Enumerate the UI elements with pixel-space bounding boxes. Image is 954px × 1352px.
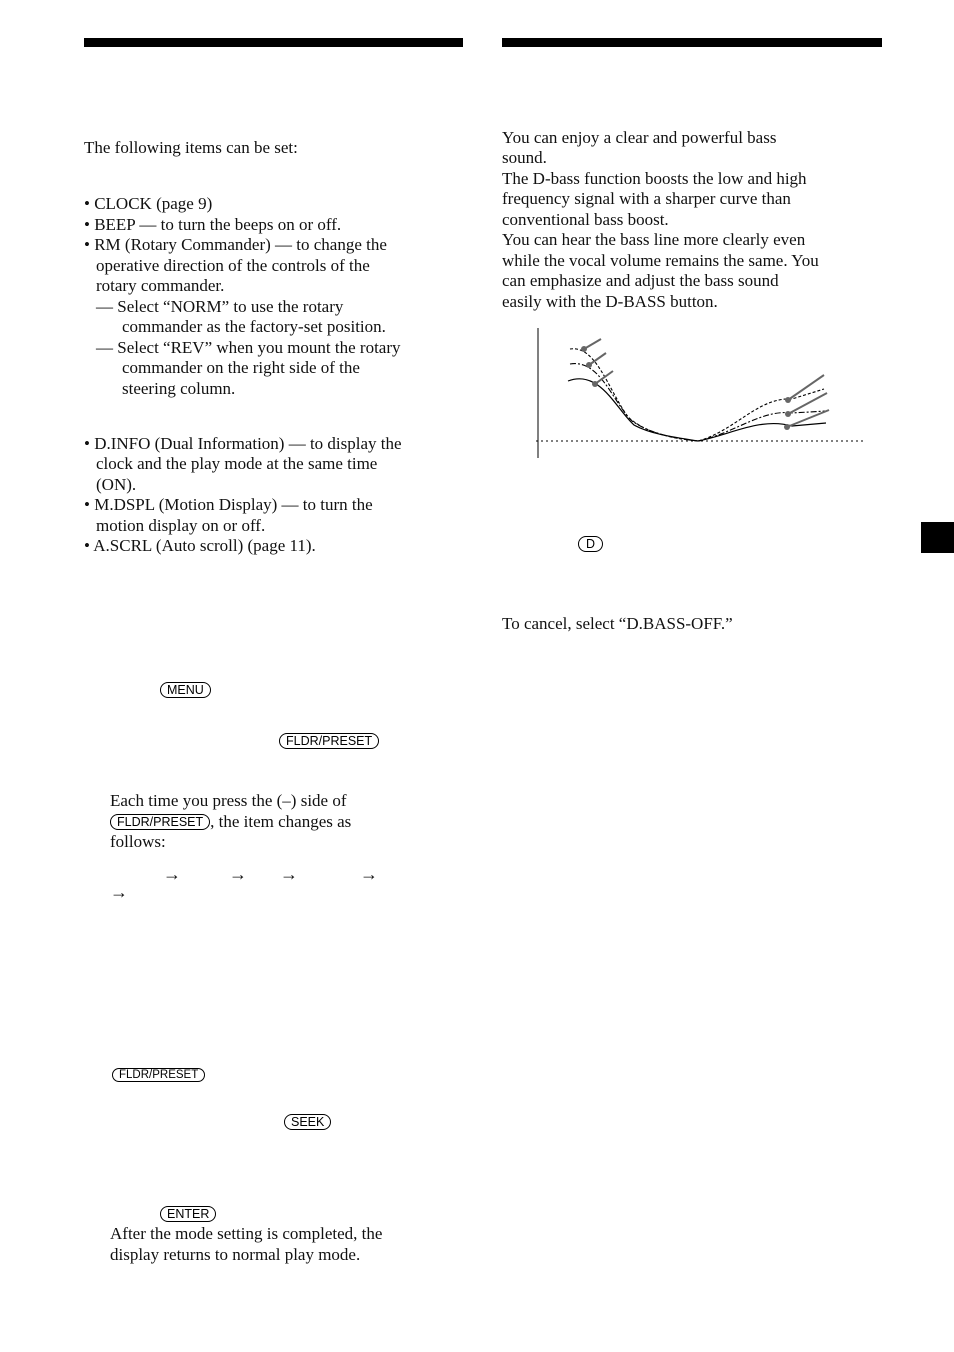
item-rm-cont-1: operative direction of the controls of the xyxy=(96,255,370,275)
item-rm-rev: — Select “REV” when you mount the rotary xyxy=(96,337,401,357)
sequence-arrow: → xyxy=(110,882,128,902)
left-header-rule xyxy=(84,38,463,47)
enter-button[interactable]: ENTER xyxy=(160,1206,216,1222)
after-setting-line-1: After the mode setting is completed, the xyxy=(110,1224,383,1243)
fldr-preset-button[interactable]: FLDR/PRESET xyxy=(279,733,379,749)
seek-button[interactable]: SEEK xyxy=(284,1114,331,1130)
item-dinfo-cont-1: clock and the play mode at the same time xyxy=(96,454,378,473)
dbass-paragraph-line-9: easily with the D-BASS button. xyxy=(502,291,718,311)
cancel-instruction: To cancel, select “D.BASS-OFF.” xyxy=(502,614,733,633)
step-each-time-line-2 xyxy=(110,812,351,833)
step-each-time-line-3: follows: xyxy=(110,832,166,851)
dbass-paragraph-line-3: The D-bass function boosts the low and high xyxy=(502,168,807,188)
item-rm-norm: — Select “NORM” to use the rotary xyxy=(96,296,344,316)
fldr-preset-inline-button[interactable]: FLDR/PRESET xyxy=(110,814,210,830)
curve-low-level xyxy=(568,379,826,441)
leader-line xyxy=(589,353,606,365)
dbass-paragraph-line-5: conventional bass boost. xyxy=(502,209,669,229)
item-dinfo-cont-2: (ON). xyxy=(96,474,137,494)
section-thumb-tab xyxy=(921,522,954,553)
step-each-time-line-2-text: , the item changes as xyxy=(210,811,352,831)
dbass-paragraph-line-6: You can hear the bass line more clearly even xyxy=(502,230,806,249)
menu-button[interactable]: MENU xyxy=(160,682,211,698)
d-button[interactable]: D xyxy=(578,536,603,552)
item-mdspl-cont: motion display on or off. xyxy=(96,515,266,535)
sequence-arrow: → xyxy=(229,864,247,884)
item-rm-norm-cont: commander as the factory-set position. xyxy=(122,317,386,336)
item-rm: • RM (Rotary Commander) — to change the xyxy=(84,235,387,254)
dbass-paragraph-line-8: can emphasize and adjust the bass sound xyxy=(502,271,779,290)
fldr-preset-button-small[interactable]: FLDR/PRESET xyxy=(112,1068,205,1082)
item-beep: • BEEP — to turn the beeps on or off. xyxy=(84,214,342,234)
dbass-paragraph-line-1: You can enjoy a clear and powerful bass xyxy=(502,127,777,147)
sequence-arrow: → xyxy=(360,864,378,884)
step-each-time-line-1: Each time you press the (–) side of xyxy=(110,791,347,810)
leader-line xyxy=(584,339,601,349)
items-intro: The following items can be set: xyxy=(84,138,298,157)
item-rm-cont-2: rotary commander. xyxy=(96,276,225,295)
item-ascrl: • A.SCRL (Auto scroll) (page 11). xyxy=(84,536,316,555)
dbass-paragraph-line-2: sound. xyxy=(502,148,547,167)
sequence-arrow: → xyxy=(163,864,181,884)
item-mdspl: • M.DSPL (Motion Display) — to turn the xyxy=(84,495,373,514)
sequence-arrow: → xyxy=(280,864,298,884)
item-dinfo: • D.INFO (Dual Information) — to display the xyxy=(84,433,402,453)
item-clock: • CLOCK (page 9) xyxy=(84,194,213,213)
item-rm-rev-cont-2: steering column. xyxy=(122,378,236,398)
leader-line xyxy=(788,375,824,400)
dbass-paragraph-line-7: while the vocal volume remains the same. You xyxy=(502,250,819,270)
after-setting-line-2: display returns to normal play mode. xyxy=(110,1244,361,1264)
dbass-paragraph-line-4: frequency signal with a sharper curve than xyxy=(502,189,791,208)
item-rm-rev-cont-1: commander on the right side of the xyxy=(122,358,360,377)
right-header-rule xyxy=(502,38,882,47)
dbass-frequency-curve-diagram xyxy=(530,325,870,465)
